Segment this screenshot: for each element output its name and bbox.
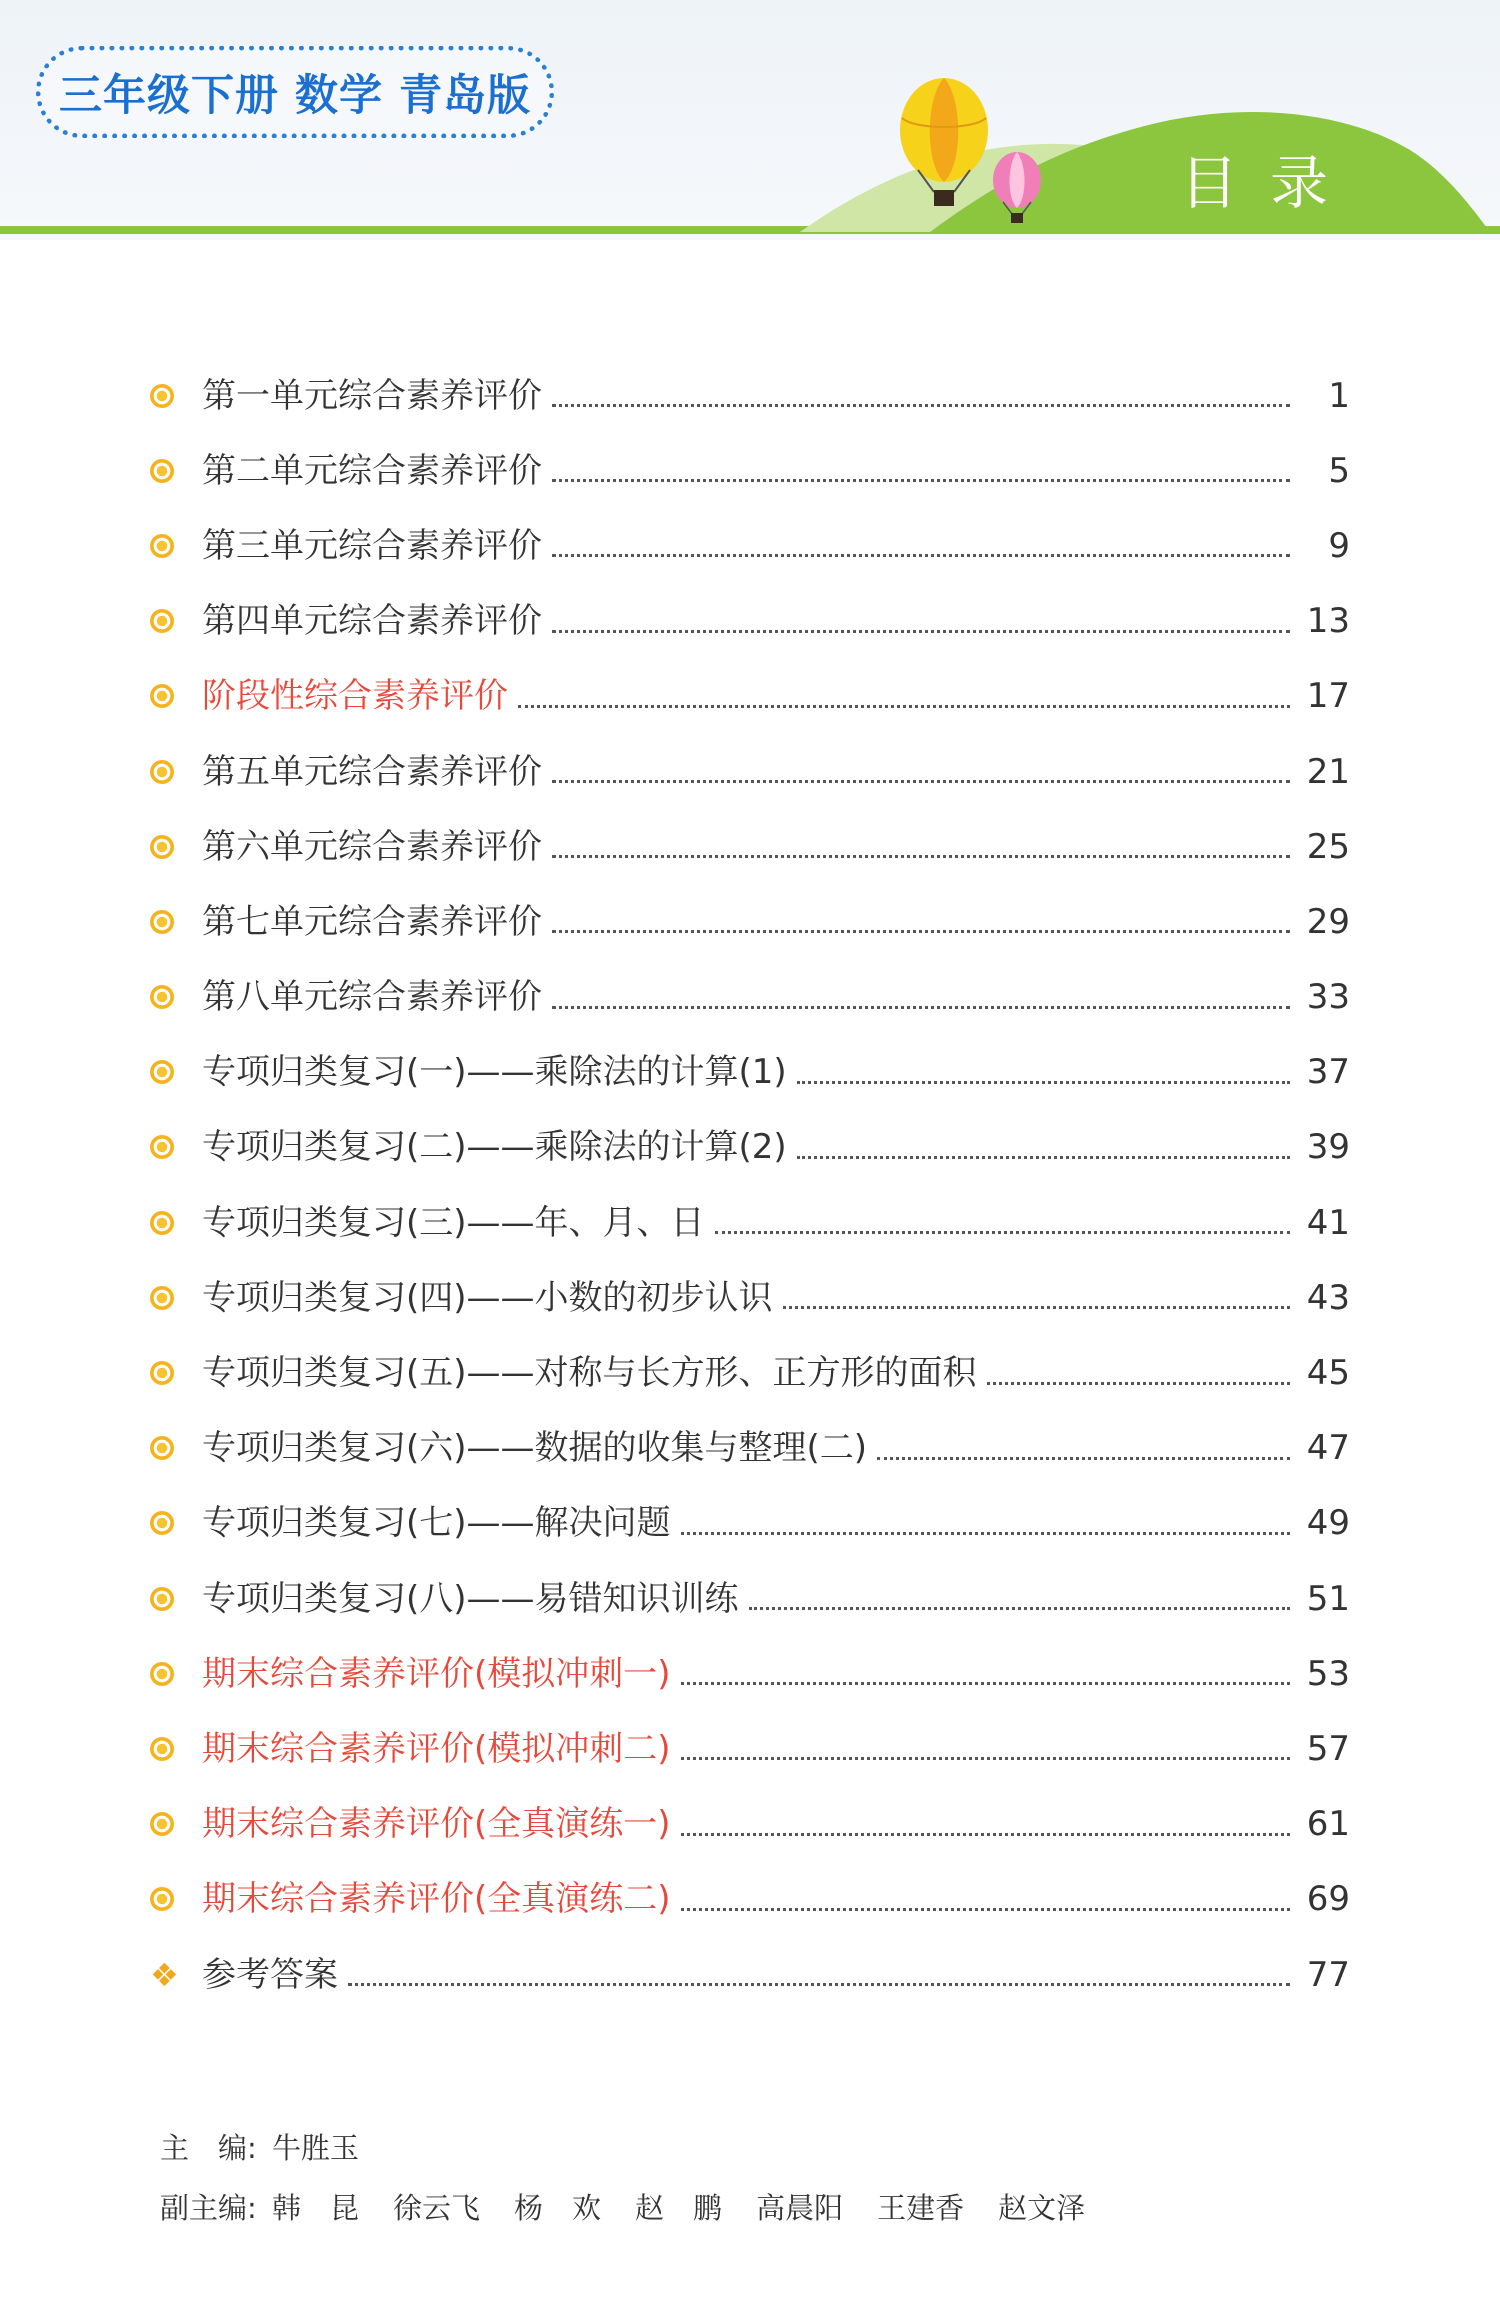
toc-entry-label: 专项归类复习(四)——小数的初步认识 xyxy=(202,1277,773,1318)
toc-entry-label: 期末综合素养评价(全真演练二) xyxy=(202,1879,671,1920)
toc-entry-label: 第四单元综合素养评价 xyxy=(202,601,542,642)
toc-entry-label: 专项归类复习(六)——数据的收集与整理(二) xyxy=(202,1428,868,1469)
toc-entry-page: 77 xyxy=(1306,1954,1350,1995)
dot-leader xyxy=(552,459,1290,482)
toc-entry-page: 51 xyxy=(1306,1578,1350,1619)
dot-leader xyxy=(681,1512,1290,1535)
circle-bullet-icon xyxy=(150,684,174,708)
dot-leader xyxy=(987,1362,1290,1385)
toc-entry-page: 69 xyxy=(1306,1879,1350,1920)
toc-entry-label: 期末综合素养评价(模拟冲刺一) xyxy=(202,1653,671,1694)
circle-bullet-icon xyxy=(150,1812,174,1836)
toc-entry-label: 参考答案 xyxy=(202,1954,338,1995)
dot-leader xyxy=(552,835,1290,858)
toc-entry-label: 专项归类复习(二)——乘除法的计算(2) xyxy=(202,1127,787,1168)
circle-bullet-icon xyxy=(150,534,174,558)
table-of-contents xyxy=(150,358,1350,2012)
deputy-editor-name: 赵 鹏 xyxy=(635,2191,723,2225)
deputy-editor-name: 赵文泽 xyxy=(998,2191,1086,2225)
deputy-editor-name: 杨 欢 xyxy=(514,2191,602,2225)
toc-entry-label: 第五单元综合素养评价 xyxy=(202,751,542,792)
circle-bullet-icon xyxy=(150,609,174,633)
toc-entry xyxy=(150,809,1350,884)
circle-bullet-icon xyxy=(150,459,174,483)
circle-bullet-icon xyxy=(150,384,174,408)
deputy-editor-name: 高晨阳 xyxy=(756,2191,844,2225)
toc-entry-page: 39 xyxy=(1306,1127,1350,1168)
toc-entry-page: 5 xyxy=(1328,450,1350,491)
dot-leader xyxy=(681,1813,1290,1836)
dot-leader xyxy=(715,1211,1290,1234)
toc-entry xyxy=(150,1335,1350,1410)
editor-line xyxy=(160,2118,1119,2178)
toc-title: 目录 xyxy=(1180,149,1361,217)
toc-entry xyxy=(150,1561,1350,1636)
toc-entry xyxy=(150,1636,1350,1711)
editor-name: 牛胜玉 xyxy=(272,2131,360,2165)
deputy-editor-label: 副主编: xyxy=(160,2191,257,2225)
dot-leader xyxy=(783,1286,1290,1309)
circle-bullet-icon xyxy=(150,1211,174,1235)
page-header xyxy=(0,0,1500,240)
toc-entry-page: 13 xyxy=(1306,601,1350,642)
toc-entry-page: 43 xyxy=(1306,1277,1350,1318)
circle-bullet-icon xyxy=(150,910,174,934)
toc-entry-label: 第一单元综合素养评价 xyxy=(202,375,542,416)
toc-entry-label: 第八单元综合素养评价 xyxy=(202,977,542,1018)
toc-entry-label: 专项归类复习(三)——年、月、日 xyxy=(202,1202,705,1243)
credits xyxy=(160,2118,1119,2238)
toc-entry-page: 21 xyxy=(1306,751,1350,792)
circle-bullet-icon xyxy=(150,1887,174,1911)
deputy-editor-name: 徐云飞 xyxy=(393,2191,481,2225)
dot-leader xyxy=(749,1587,1290,1610)
dot-leader xyxy=(348,1963,1290,1986)
toc-entry xyxy=(150,433,1350,508)
toc-entry-page: 25 xyxy=(1306,826,1350,867)
dot-leader xyxy=(681,1737,1290,1760)
toc-entry-page: 57 xyxy=(1306,1728,1350,1769)
toc-entry xyxy=(150,1260,1350,1335)
dot-leader xyxy=(518,685,1290,708)
toc-entry-label: 第二单元综合素养评价 xyxy=(202,450,542,491)
toc-entry-page: 45 xyxy=(1306,1353,1350,1394)
toc-entry xyxy=(150,1110,1350,1185)
circle-bullet-icon xyxy=(150,1587,174,1611)
dot-leader xyxy=(552,384,1290,407)
toc-entry xyxy=(150,1486,1350,1561)
toc-entry-page: 17 xyxy=(1306,676,1350,717)
toc-entry-label: 第七单元综合素养评价 xyxy=(202,901,542,942)
toc-entry xyxy=(150,1937,1350,2012)
toc-entry-label: 第六单元综合素养评价 xyxy=(202,826,542,867)
deputy-editor-name: 王建香 xyxy=(877,2191,965,2225)
toc-entry-label: 专项归类复习(八)——易错知识训练 xyxy=(202,1578,739,1619)
circle-bullet-icon xyxy=(150,1135,174,1159)
toc-entry xyxy=(150,659,1350,734)
toc-entry-page: 61 xyxy=(1306,1804,1350,1845)
dot-leader xyxy=(552,760,1290,783)
toc-entry xyxy=(150,1035,1350,1110)
toc-entry-page: 49 xyxy=(1306,1503,1350,1544)
circle-bullet-icon xyxy=(150,1060,174,1084)
dot-leader xyxy=(681,1662,1290,1685)
toc-entry-page: 29 xyxy=(1306,901,1350,942)
toc-entry-page: 47 xyxy=(1306,1428,1350,1469)
toc-entry xyxy=(150,734,1350,809)
circle-bullet-icon xyxy=(150,985,174,1009)
dot-leader xyxy=(681,1888,1290,1911)
toc-entry xyxy=(150,1711,1350,1786)
toc-entry xyxy=(150,1411,1350,1486)
dot-leader xyxy=(552,534,1290,557)
toc-entry xyxy=(150,1787,1350,1862)
toc-entry-page: 37 xyxy=(1306,1052,1350,1093)
diamond-bullet-icon: ❖ xyxy=(150,1955,179,1994)
toc-entry xyxy=(150,508,1350,583)
toc-entry-label: 第三单元综合素养评价 xyxy=(202,525,542,566)
toc-entry-label: 期末综合素养评价(模拟冲刺二) xyxy=(202,1728,671,1769)
toc-entry xyxy=(150,1185,1350,1260)
toc-entry-label: 阶段性综合素养评价 xyxy=(202,676,508,717)
deputy-editor-line xyxy=(160,2178,1119,2238)
toc-entry xyxy=(150,584,1350,659)
toc-entry-label: 专项归类复习(一)——乘除法的计算(1) xyxy=(202,1052,787,1093)
toc-entry-label: 专项归类复习(五)——对称与长方形、正方形的面积 xyxy=(202,1353,977,1394)
toc-entry-label: 期末综合素养评价(全真演练一) xyxy=(202,1804,671,1845)
circle-bullet-icon xyxy=(150,835,174,859)
dot-leader xyxy=(552,910,1290,933)
toc-entry xyxy=(150,884,1350,959)
toc-entry xyxy=(150,960,1350,1035)
dot-leader xyxy=(797,1136,1290,1159)
circle-bullet-icon xyxy=(150,1286,174,1310)
dot-leader xyxy=(877,1437,1290,1460)
circle-bullet-icon xyxy=(150,1511,174,1535)
toc-entry xyxy=(150,358,1350,433)
editor-label: 主 编: xyxy=(160,2131,257,2165)
circle-bullet-icon xyxy=(150,1737,174,1761)
edition-badge: 三年级下册 数学 青岛版 xyxy=(36,46,554,138)
dot-leader xyxy=(552,986,1290,1009)
dot-leader xyxy=(797,1061,1290,1084)
toc-entry-label: 专项归类复习(七)——解决问题 xyxy=(202,1503,671,1544)
dot-leader xyxy=(552,610,1290,633)
circle-bullet-icon xyxy=(150,760,174,784)
toc-entry-page: 1 xyxy=(1328,375,1350,416)
circle-bullet-icon xyxy=(150,1361,174,1385)
deputy-editor-name: 韩 昆 xyxy=(272,2191,360,2225)
toc-entry-page: 53 xyxy=(1306,1653,1350,1694)
toc-entry-page: 33 xyxy=(1306,977,1350,1018)
toc-entry-page: 41 xyxy=(1306,1202,1350,1243)
circle-bullet-icon xyxy=(150,1662,174,1686)
toc-entry xyxy=(150,1862,1350,1937)
circle-bullet-icon xyxy=(150,1436,174,1460)
toc-entry-page: 9 xyxy=(1328,525,1350,566)
